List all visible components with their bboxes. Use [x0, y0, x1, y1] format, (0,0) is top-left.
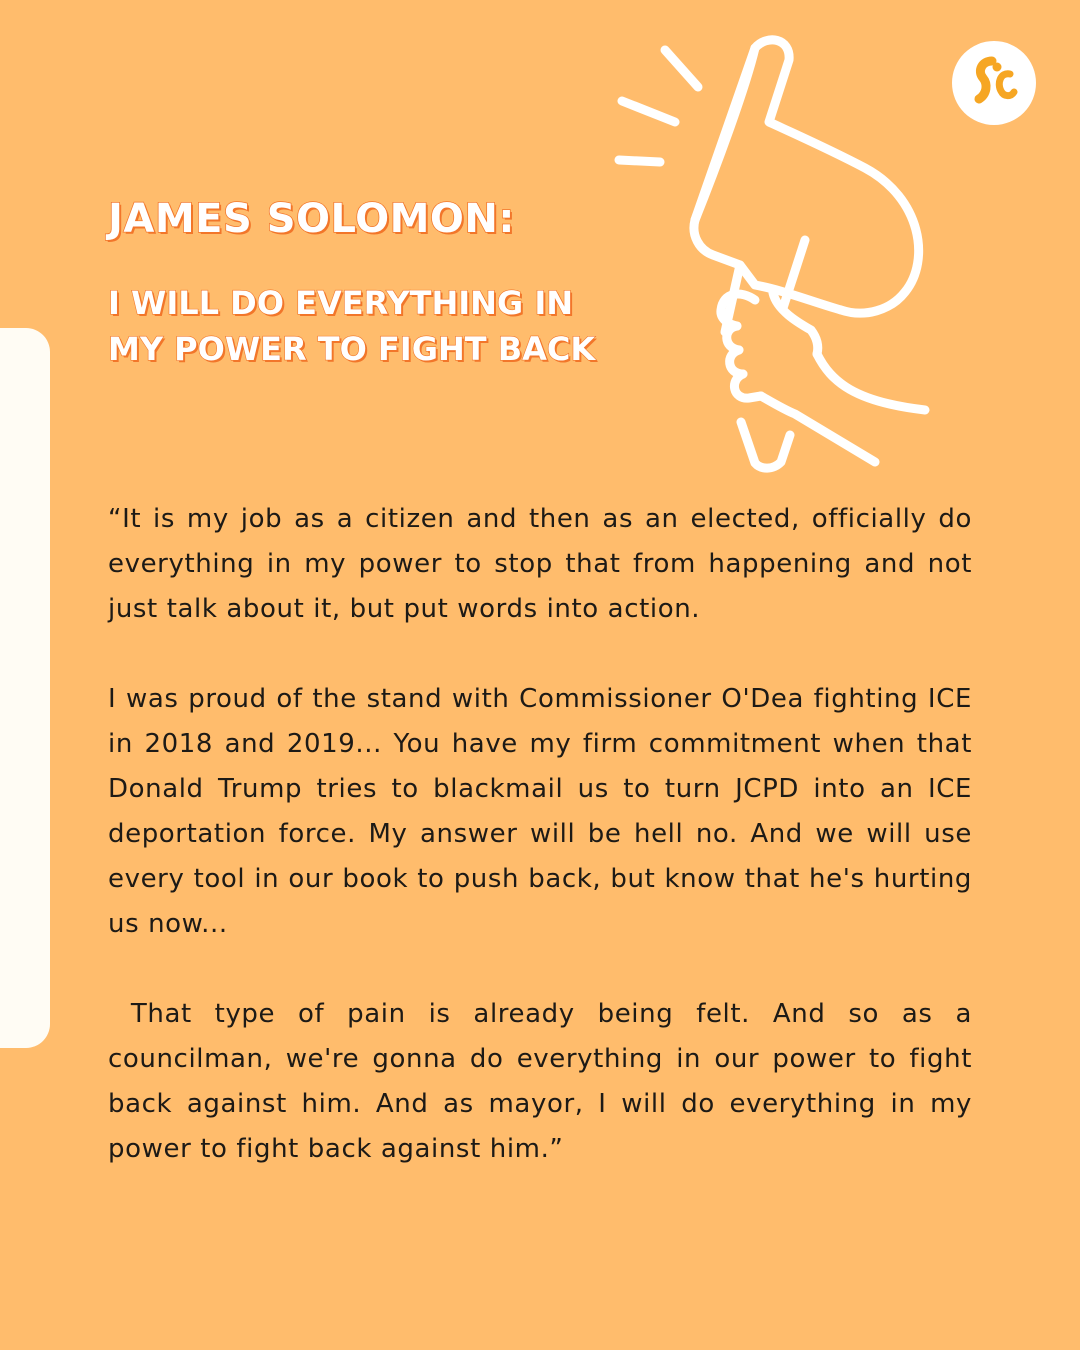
subtitle-line-2: MY POWER TO FIGHT BACK	[108, 330, 596, 368]
megaphone-icon	[605, 30, 945, 475]
page-subtitle	[108, 280, 688, 372]
subtitle-line-1: I WILL DO EVERYTHING IN	[108, 284, 574, 322]
quote-block	[108, 497, 972, 1172]
side-tab-decoration	[0, 328, 50, 1048]
logo-icon	[952, 41, 1036, 125]
quote-paragraph-1: “It is my job as a citizen and then as an elected, officially do everything in my power to stop that from happening and not just talk about it, but put words into action.	[108, 504, 972, 624]
quote-paragraph-3: That type of pain is already being felt. And so as a councilman, we're gonna do everything in our power to fight back against him. And as mayor, I will do everything in my power to fight back against him.”	[108, 999, 972, 1164]
quote-paragraph-2: I was proud of the stand with Commissioner O'Dea fighting ICE in 2018 and 2019... You have my firm commitment when that Donald Trump tries to blackmail us to turn JCPD into an ICE deportation force. My answer will be hell no. And we will use every tool in our book to push back, but know that he's hurting us now...	[108, 684, 972, 939]
page-title: JAMES SOLOMON:	[108, 196, 515, 242]
